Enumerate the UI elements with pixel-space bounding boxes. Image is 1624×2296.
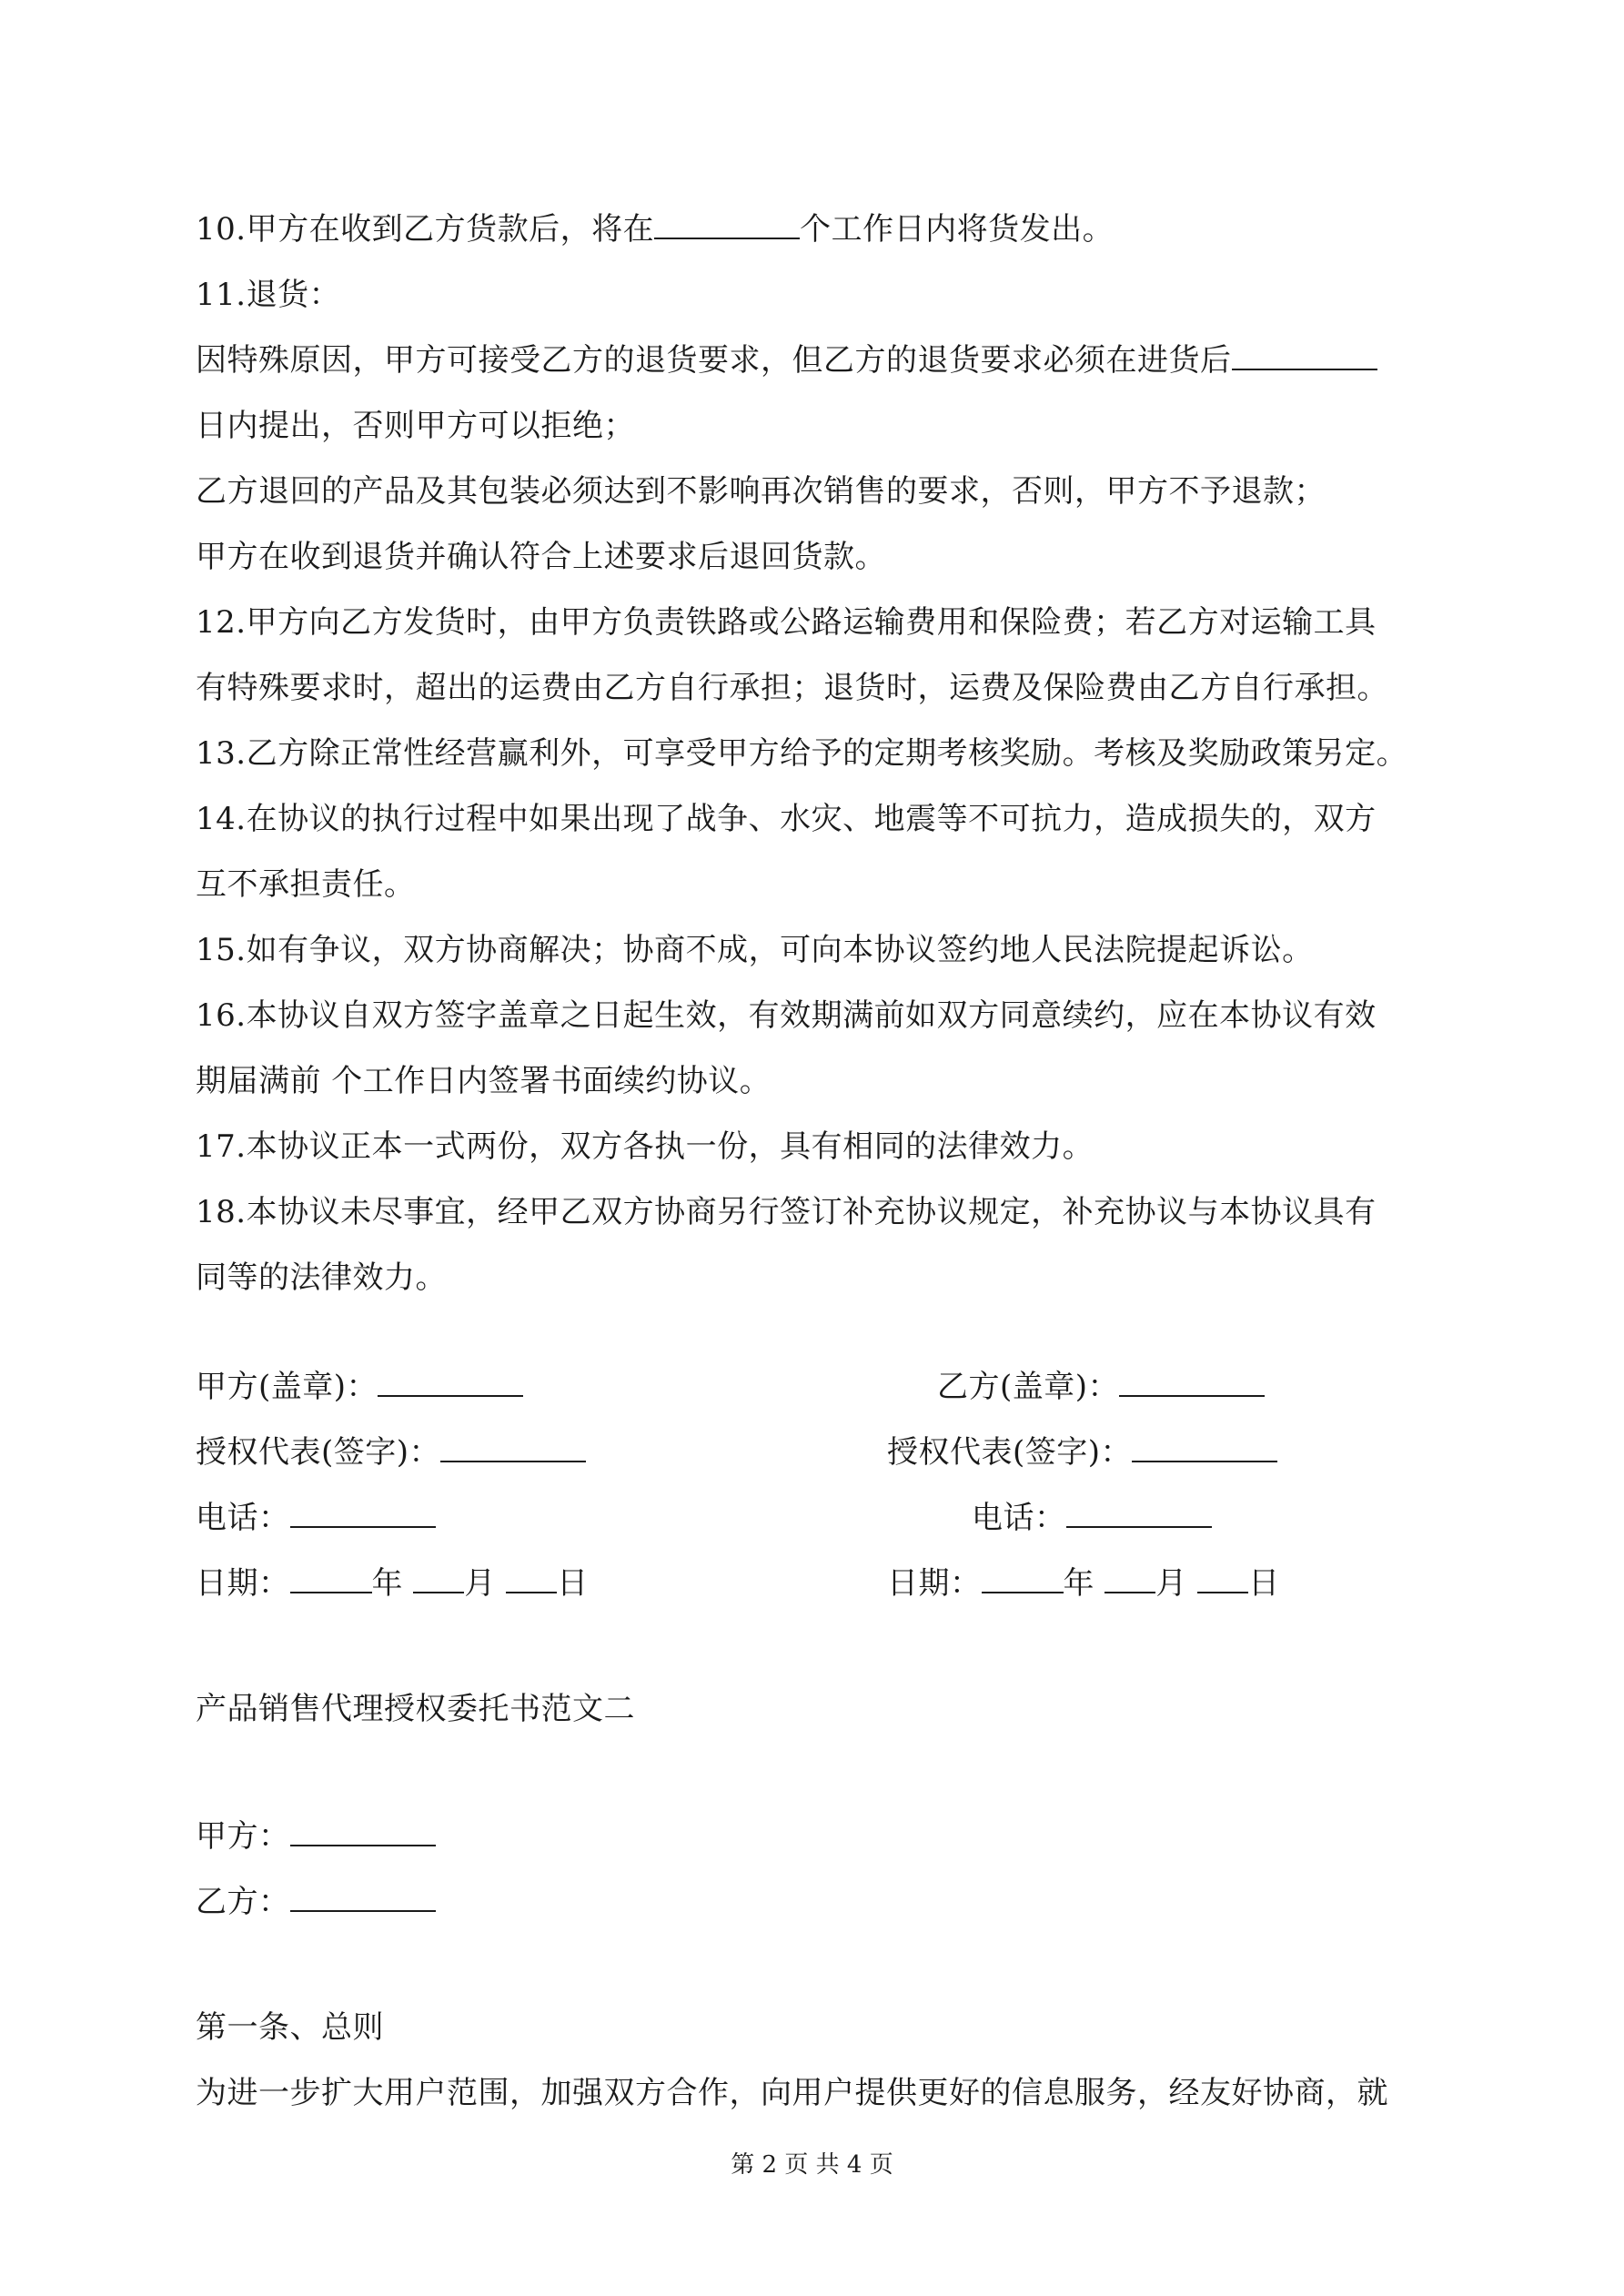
party-a-year-label: 年 (371, 1565, 403, 1602)
section-2-party-b-field[interactable] (290, 1883, 436, 1912)
clause-10-text-b: 个工作日内将货发出。 (800, 211, 1115, 248)
clause-10 (196, 207, 1442, 251)
party-b-phone-field[interactable] (1066, 1499, 1212, 1528)
clause-11-para-3: 甲方在收到退货并确认符合上述要求后退回货款。 (196, 539, 886, 575)
party-a-year-field[interactable] (290, 1564, 372, 1593)
party-b-rep-field[interactable] (1132, 1433, 1277, 1462)
page-number-footer: 第 2 页 共 4 页 (731, 2151, 893, 2179)
party-b-rep-row (887, 1431, 1277, 1474)
party-a-day-label: 日 (557, 1565, 589, 1602)
clause-11-title: 11.退货： (196, 277, 341, 313)
section-2-party-a-field[interactable] (290, 1817, 436, 1846)
party-a-month-field[interactable] (413, 1564, 464, 1593)
party-b-year-field[interactable] (982, 1564, 1064, 1593)
article-1-heading: 第一条、总则 (196, 2009, 384, 2046)
party-a-phone-row (196, 1496, 1442, 1540)
party-b-day-field[interactable] (1197, 1564, 1248, 1593)
party-a-phone-field[interactable] (290, 1499, 436, 1528)
section-2-party-b-row (196, 1880, 1442, 1924)
clause-13: 13.乙方除正常性经营赢利外，可享受甲方给予的定期考核奖励。考核及奖励政策另定。 (196, 735, 1408, 772)
section-2-party-a-label: 甲方： (196, 1818, 290, 1855)
return-days-blank[interactable] (1232, 341, 1377, 370)
party-b-seal-label: 乙方(盖章)： (937, 1369, 1120, 1405)
party-b-month-field[interactable] (1105, 1564, 1155, 1593)
clause-11-text-a: 因特殊原因，甲方可接受乙方的退货要求，但乙方的退货要求必须在进货后 (196, 342, 1232, 379)
party-a-date-label: 日期： (196, 1565, 290, 1602)
clause-16-line-1: 16.本协议自双方签字盖章之日起生效，有效期满前如双方同意续约，应在本协议有效 (196, 997, 1377, 1034)
party-b-seal-row (937, 1365, 1265, 1409)
clause-10-text-a: 10.甲方在收到乙方货款后，将在 (196, 211, 655, 248)
clause-12-line-1: 12.甲方向乙方发货时，由甲方负责铁路或公路运输费用和保险费；若乙方对运输工具 (196, 604, 1377, 641)
party-b-year-label: 年 (1063, 1565, 1094, 1602)
party-a-phone-label: 电话： (196, 1500, 290, 1536)
party-b-phone-row (972, 1496, 1212, 1540)
clause-12-line-2: 有特殊要求时，超出的运费由乙方自行承担；退货时，运费及保险费由乙方自行承担。 (196, 670, 1388, 706)
article-1-text: 为进一步扩大用户范围，加强双方合作，向用户提供更好的信息服务，经友好协商，就 (196, 2075, 1388, 2111)
clause-11-para-1b: 日内提出，否则甲方可以拒绝； (196, 408, 635, 444)
party-a-month-label: 月 (464, 1565, 496, 1602)
party-b-seal-field[interactable] (1119, 1368, 1265, 1397)
party-b-rep-label: 授权代表(签字)： (887, 1434, 1133, 1471)
party-a-rep-field[interactable] (440, 1433, 586, 1462)
party-b-month-label: 月 (1155, 1565, 1187, 1602)
clause-18-line-1: 18.本协议未尽事宜，经甲乙双方协商另行签订补充协议规定，补充协议与本协议具有 (196, 1194, 1377, 1230)
days-blank[interactable] (654, 210, 800, 239)
clause-17: 17.本协议正本一式两份，双方各执一份，具有相同的法律效力。 (196, 1128, 1094, 1165)
clause-11-para-2: 乙方退回的产品及其包装必须达到不影响再次销售的要求，否则，甲方不予退款； (196, 473, 1326, 510)
section-2-party-b-label: 乙方： (196, 1884, 290, 1920)
clause-15: 15.如有争议，双方协商解决；协商不成，可向本协议签约地人民法院提起诉讼。 (196, 932, 1314, 968)
party-a-day-field[interactable] (506, 1564, 557, 1593)
section-2-title: 产品销售代理授权委托书范文二 (196, 1691, 635, 1727)
clause-14-line-2: 互不承担责任。 (196, 866, 416, 903)
party-a-seal-field[interactable] (378, 1368, 523, 1397)
party-b-date-label: 日期： (887, 1565, 982, 1602)
party-b-phone-label: 电话： (972, 1500, 1066, 1536)
party-a-seal-label: 甲方(盖章)： (196, 1369, 378, 1405)
clause-16-line-2: 期届满前 个工作日内签署书面续约协议。 (196, 1063, 772, 1099)
clause-18-line-2: 同等的法律效力。 (196, 1259, 447, 1296)
party-b-date-row (887, 1562, 1280, 1605)
party-a-rep-label: 授权代表(签字)： (196, 1434, 441, 1471)
clause-11-para-1a (196, 339, 1442, 382)
party-b-day-label: 日 (1248, 1565, 1280, 1602)
section-2-party-a-row (196, 1815, 1442, 1858)
clause-14-line-1: 14.在协议的执行过程中如果出现了战争、水灾、地震等不可抗力，造成损失的，双方 (196, 801, 1377, 837)
